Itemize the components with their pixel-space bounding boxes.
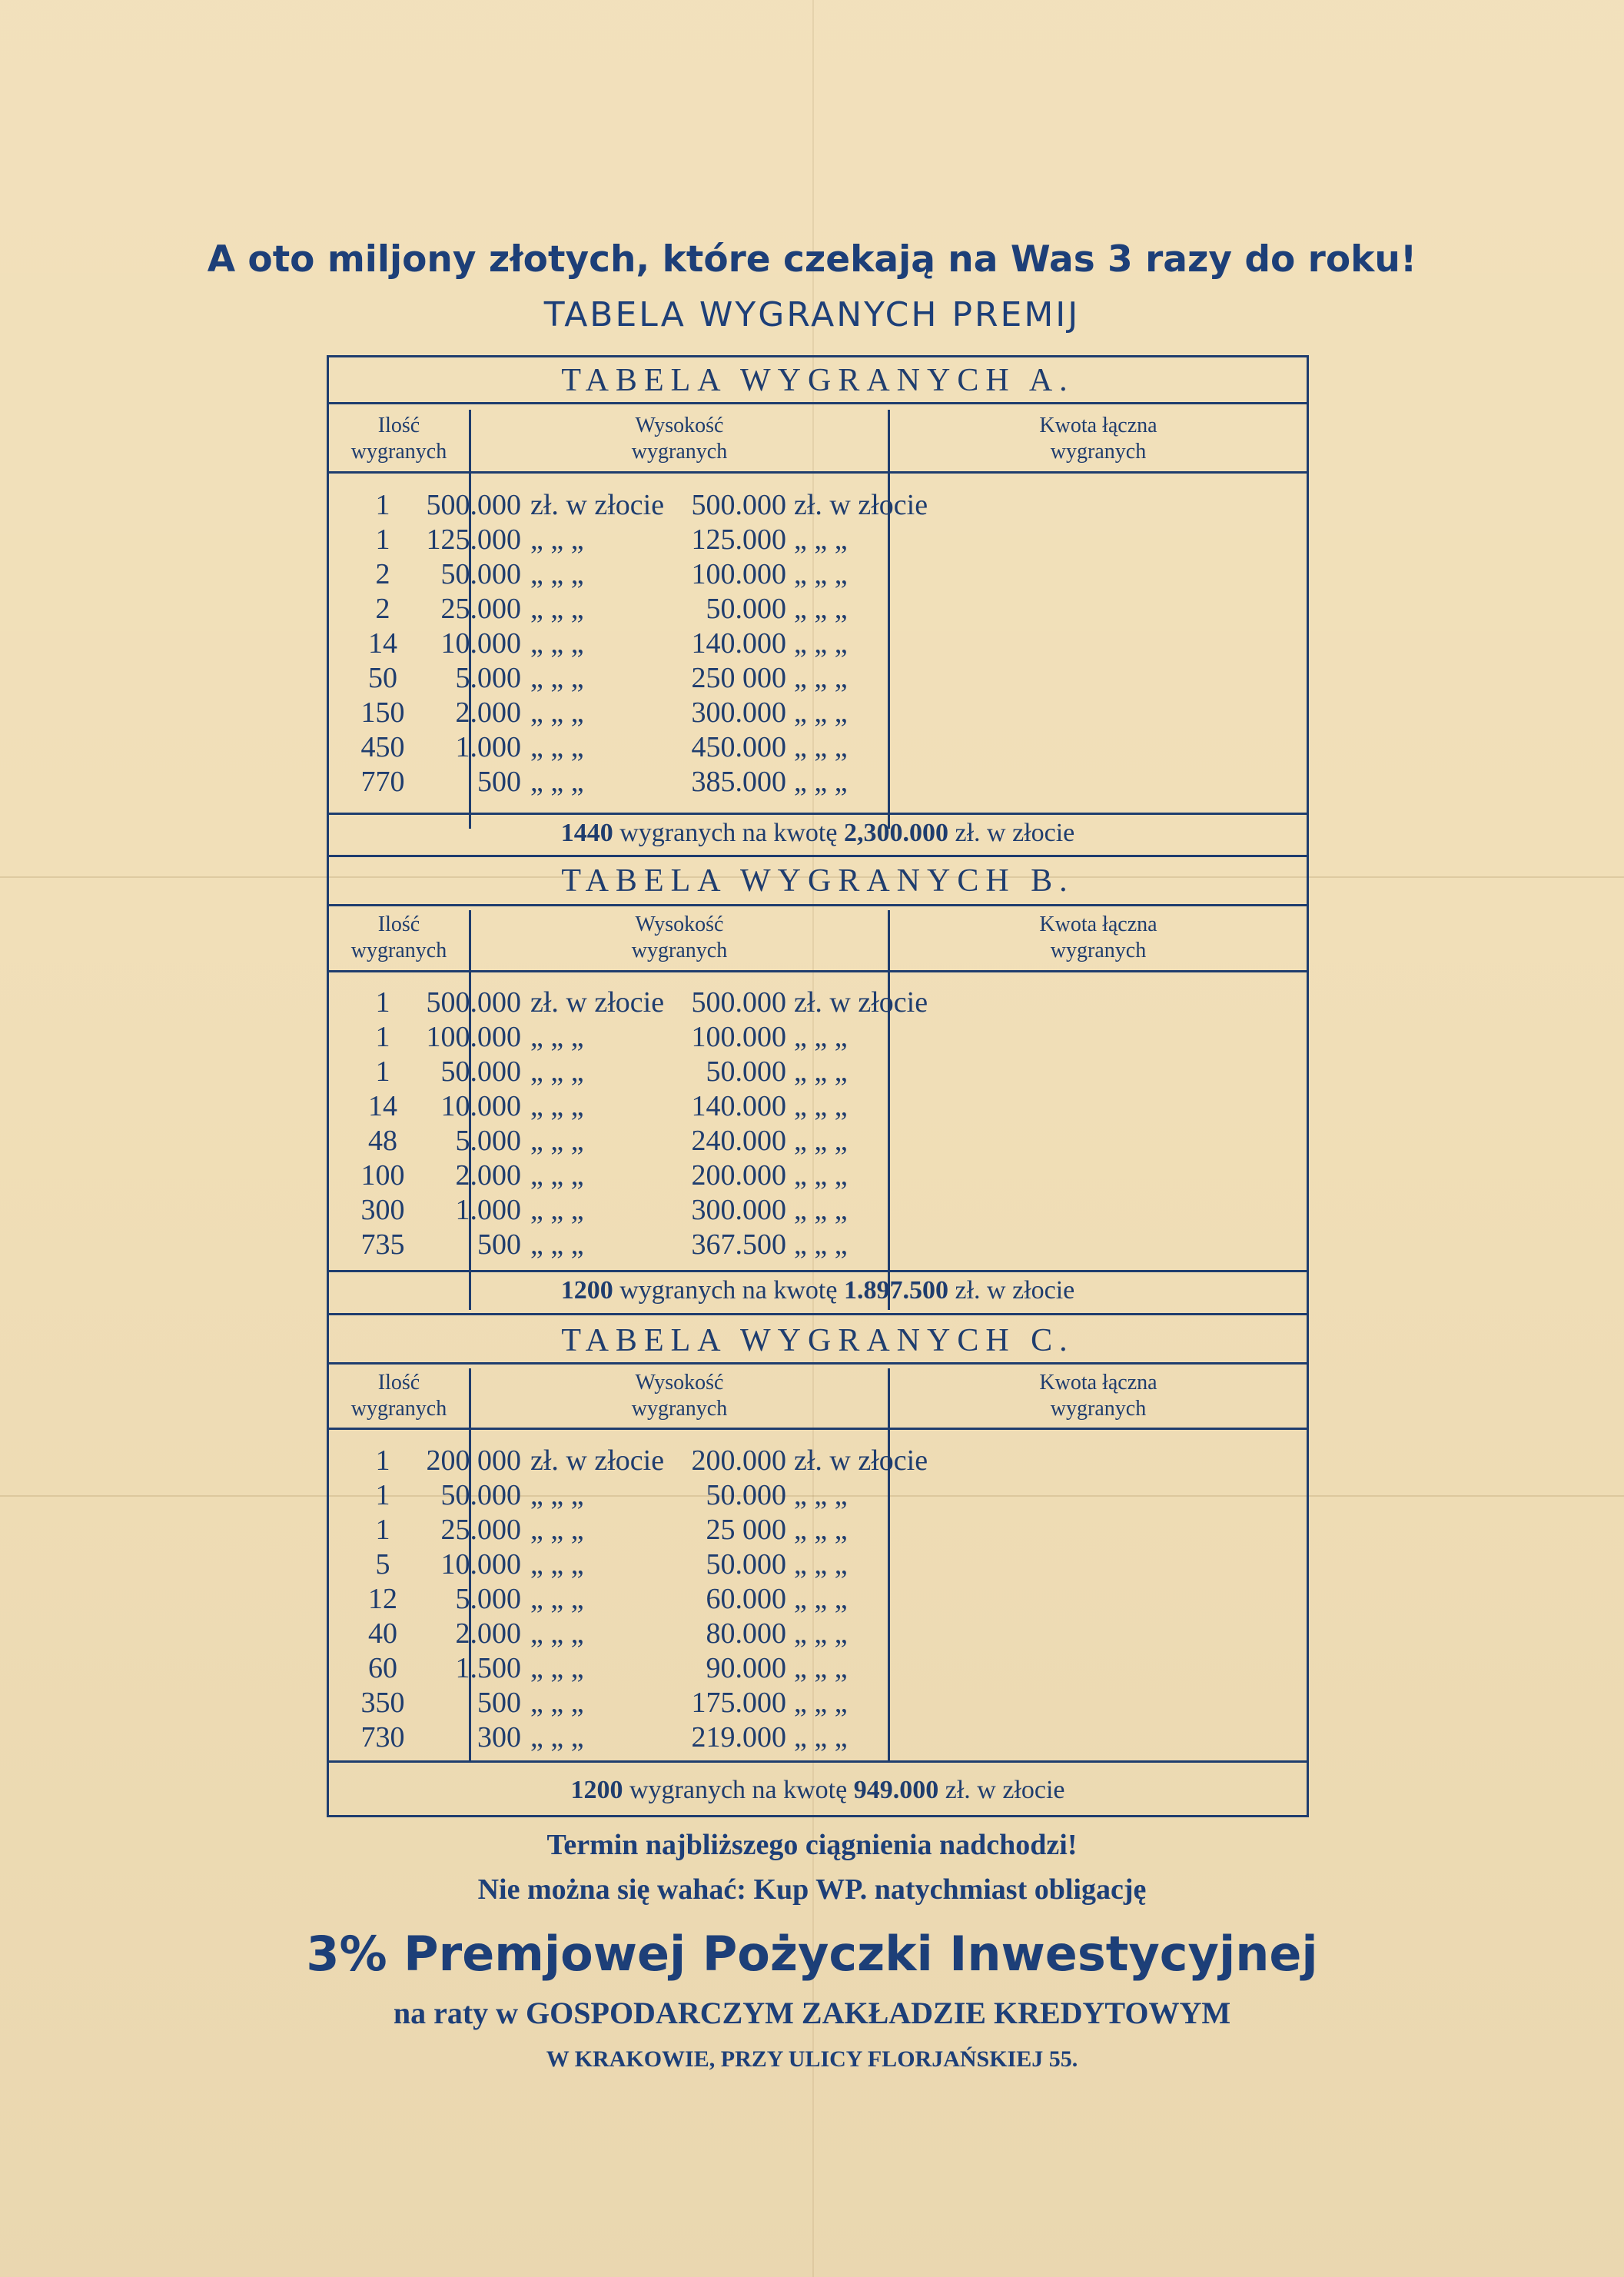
- total-unit: „ „ „: [794, 1194, 848, 1226]
- amount-unit: „ „ „: [530, 1194, 584, 1226]
- total-amount: 100.000: [691, 1021, 786, 1053]
- total-unit: „ „ „: [794, 1090, 848, 1122]
- win-amount: 5.000: [455, 1583, 521, 1615]
- total-amount: 25 000: [706, 1514, 786, 1546]
- table-summary: [329, 1776, 1307, 1805]
- table-row: [329, 765, 1307, 799]
- win-amount: 50.000: [440, 1055, 521, 1088]
- divider: [329, 813, 1307, 815]
- win-amount: 2.000: [455, 1159, 521, 1192]
- amount-unit: „ „ „: [530, 1055, 584, 1088]
- table-row: [329, 1686, 1307, 1720]
- win-count: 2: [375, 593, 390, 625]
- divider: [329, 1428, 1307, 1430]
- win-amount: 10.000: [440, 1090, 521, 1122]
- footer-line-5: W KRAKOWIE, PRZY ULICY FLORJAŃSKIEJ 55.: [546, 2046, 1078, 2072]
- table-row: [329, 1124, 1307, 1158]
- amount-unit: „ „ „: [530, 696, 584, 729]
- win-count: 300: [360, 1194, 405, 1226]
- total-amount: 50.000: [706, 593, 786, 625]
- win-count: 735: [360, 1228, 405, 1261]
- total-unit: „ „ „: [794, 1583, 848, 1615]
- amount-unit: „ „ „: [530, 1687, 584, 1719]
- header-text: Wysokość: [635, 1371, 724, 1394]
- amount-unit: „ „ „: [530, 558, 584, 590]
- total-amount: 240.000: [691, 1125, 786, 1157]
- win-count: 150: [360, 696, 405, 729]
- amount-unit: „ „ „: [530, 731, 584, 763]
- table-title: TABELA WYGRANYCH C.: [561, 1323, 1074, 1358]
- win-count: 1: [375, 524, 390, 556]
- table-row: [329, 696, 1307, 730]
- total-amount: 367.500: [691, 1228, 786, 1261]
- win-count: 770: [360, 766, 405, 798]
- win-count: 450: [360, 731, 405, 763]
- table-row: [329, 1055, 1307, 1089]
- header-text: Kwota łączna: [1039, 1371, 1157, 1394]
- total-amount: 80.000: [706, 1617, 786, 1650]
- table-title: TABELA WYGRANYCH A.: [561, 363, 1074, 398]
- total-unit: „ „ „: [794, 1687, 848, 1719]
- table-row: [329, 1228, 1307, 1262]
- total-unit: „ „ „: [794, 1721, 848, 1753]
- total-unit: zł. w złocie: [794, 489, 928, 521]
- header-text: wygranych: [631, 939, 728, 962]
- amount-unit: „ „ „: [530, 1548, 584, 1581]
- table-row: [329, 1444, 1307, 1478]
- total-unit: „ „ „: [794, 593, 848, 625]
- header-total: [890, 1370, 1307, 1422]
- amount-unit: „ „ „: [530, 1652, 584, 1684]
- win-amount: 1.500: [455, 1652, 521, 1684]
- total-unit: „ „ „: [794, 1021, 848, 1053]
- summary-text: zł. w złocie: [945, 1776, 1065, 1804]
- total-unit: „ „ „: [794, 766, 848, 798]
- amount-unit: „ „ „: [530, 1125, 584, 1157]
- amount-unit: „ „ „: [530, 1021, 584, 1053]
- win-amount: 200 000: [426, 1444, 521, 1477]
- header-text: wygranych: [350, 1397, 447, 1421]
- divider: [329, 855, 1307, 857]
- footer-line-1: Termin najbliższego ciągnienia nadchodzi!: [546, 1829, 1078, 1861]
- total-amount: 219.000: [691, 1721, 786, 1753]
- amount-unit: „ „ „: [530, 766, 584, 798]
- win-amount: 500.000: [426, 489, 521, 521]
- table-row: [329, 592, 1307, 627]
- win-count: 1: [375, 1055, 390, 1088]
- amount-unit: „ „ „: [530, 1721, 584, 1753]
- table-row: [329, 1582, 1307, 1617]
- table-row: [329, 1193, 1307, 1228]
- total-amount: 200.000: [691, 1444, 786, 1477]
- total-unit: „ „ „: [794, 1055, 848, 1088]
- win-amount: 500: [477, 1228, 521, 1261]
- divider: [329, 904, 1307, 906]
- table-row: [329, 557, 1307, 592]
- total-amount: 60.000: [706, 1583, 786, 1615]
- amount-unit: „ „ „: [530, 1090, 584, 1122]
- amount-unit: „ „ „: [530, 662, 584, 694]
- win-count: 14: [368, 627, 397, 660]
- total-unit: „ „ „: [794, 1514, 848, 1546]
- footer-line-4: na raty w GOSPODARCZYM ZAKŁADZIE KREDYTOWYM: [393, 1996, 1231, 2030]
- win-count: 730: [360, 1721, 405, 1753]
- header-text: wygranych: [631, 440, 728, 464]
- header-text: wygranych: [350, 440, 447, 464]
- total-amount: 50.000: [706, 1479, 786, 1511]
- win-amount: 2.000: [455, 1617, 521, 1650]
- table-row: [329, 1513, 1307, 1547]
- summary-text: zł. w złocie: [955, 819, 1075, 847]
- win-amount: 500.000: [426, 986, 521, 1019]
- amount-unit: „ „ „: [530, 627, 584, 660]
- divider: [329, 970, 1307, 972]
- table-summary: [329, 819, 1307, 848]
- total-amount: 100.000: [691, 558, 786, 590]
- header-text: wygranych: [1050, 440, 1147, 464]
- win-amount: 5.000: [455, 1125, 521, 1157]
- win-count: 1: [375, 1444, 390, 1477]
- table-row: [329, 661, 1307, 696]
- total-amount: 140.000: [691, 627, 786, 660]
- table-row: [329, 523, 1307, 557]
- total-unit: zł. w złocie: [794, 986, 928, 1019]
- total-amount: 140.000: [691, 1090, 786, 1122]
- total-amount: 385.000: [691, 766, 786, 798]
- win-count: 350: [360, 1687, 405, 1719]
- divider: [329, 1313, 1307, 1315]
- total-unit: „ „ „: [794, 662, 848, 694]
- amount-unit: zł. w złocie: [530, 489, 665, 521]
- table-row: [329, 1089, 1307, 1124]
- total-unit: zł. w złocie: [794, 1444, 928, 1477]
- win-count: 60: [368, 1652, 397, 1684]
- total-unit: „ „ „: [794, 524, 848, 556]
- win-amount: 50.000: [440, 558, 521, 590]
- amount-unit: zł. w złocie: [530, 1444, 665, 1477]
- win-count: 1: [375, 1514, 390, 1546]
- divider: [329, 1362, 1307, 1365]
- total-unit: „ „ „: [794, 1228, 848, 1261]
- header-text: wygranych: [350, 939, 447, 962]
- header-amount: [471, 413, 888, 465]
- table-row: [329, 488, 1307, 523]
- win-count: 5: [375, 1548, 390, 1581]
- total-amount: 90.000: [706, 1652, 786, 1684]
- table-row: [329, 986, 1307, 1020]
- summary-count: 1200: [560, 1276, 613, 1305]
- header-count: [329, 912, 469, 964]
- win-count: 12: [368, 1583, 397, 1615]
- headline-main: A oto miljony złotych, które czekają na Was 3 razy do roku!: [207, 238, 1417, 281]
- header-text: Ilość: [377, 912, 420, 936]
- total-amount: 300.000: [691, 696, 786, 729]
- summary-count: 1440: [560, 819, 613, 847]
- win-amount: 2.000: [455, 696, 521, 729]
- total-unit: „ „ „: [794, 1125, 848, 1157]
- win-count: 14: [368, 1090, 397, 1122]
- table-row: [329, 1020, 1307, 1055]
- total-amount: 500.000: [691, 986, 786, 1019]
- amount-unit: „ „ „: [530, 593, 584, 625]
- total-amount: 50.000: [706, 1055, 786, 1088]
- win-count: 1: [375, 1479, 390, 1511]
- total-unit: „ „ „: [794, 1159, 848, 1192]
- win-count: 40: [368, 1617, 397, 1650]
- header-text: wygranych: [1050, 1397, 1147, 1421]
- win-count: 1: [375, 1021, 390, 1053]
- win-amount: 5.000: [455, 662, 521, 694]
- total-unit: „ „ „: [794, 1652, 848, 1684]
- header-amount: [471, 912, 888, 964]
- win-count: 1: [375, 489, 390, 521]
- total-amount: 250 000: [691, 662, 786, 694]
- summary-count: 1200: [570, 1776, 623, 1804]
- table-row: [329, 1617, 1307, 1651]
- amount-unit: „ „ „: [530, 1514, 584, 1546]
- win-count: 50: [368, 662, 397, 694]
- amount-unit: „ „ „: [530, 524, 584, 556]
- summary-sum: 2,300.000: [843, 819, 948, 847]
- header-text: wygranych: [631, 1397, 728, 1421]
- win-count: 2: [375, 558, 390, 590]
- win-amount: 25.000: [440, 593, 521, 625]
- win-amount: 1.000: [455, 731, 521, 763]
- total-unit: „ „ „: [794, 627, 848, 660]
- win-amount: 1.000: [455, 1194, 521, 1226]
- divider: [329, 402, 1307, 404]
- total-unit: „ „ „: [794, 558, 848, 590]
- win-amount: 10.000: [440, 627, 521, 660]
- win-count: 1: [375, 986, 390, 1019]
- win-amount: 50.000: [440, 1479, 521, 1511]
- win-count: 100: [360, 1159, 405, 1192]
- total-amount: 500.000: [691, 489, 786, 521]
- total-unit: „ „ „: [794, 1617, 848, 1650]
- amount-unit: „ „ „: [530, 1159, 584, 1192]
- win-amount: 25.000: [440, 1514, 521, 1546]
- table-row: [329, 1547, 1307, 1582]
- header-text: Wysokość: [635, 912, 724, 936]
- table-row: [329, 1478, 1307, 1513]
- summary-sum: 949.000: [853, 1776, 939, 1804]
- win-amount: 500: [477, 766, 521, 798]
- divider: [329, 1270, 1307, 1272]
- header-text: Wysokość: [635, 414, 724, 437]
- total-unit: „ „ „: [794, 1548, 848, 1581]
- header-count: [329, 1370, 469, 1422]
- summary-text: wygranych na kwotę: [619, 1276, 838, 1305]
- amount-unit: „ „ „: [530, 1583, 584, 1615]
- table-summary: [329, 1276, 1307, 1305]
- table-row: [329, 1651, 1307, 1686]
- table-title: TABELA WYGRANYCH B.: [561, 863, 1074, 899]
- header-count: [329, 413, 469, 465]
- header-text: Kwota łączna: [1039, 414, 1157, 437]
- amount-unit: „ „ „: [530, 1479, 584, 1511]
- win-count: 48: [368, 1125, 397, 1157]
- total-amount: 200.000: [691, 1159, 786, 1192]
- total-unit: „ „ „: [794, 1479, 848, 1511]
- summary-sum: 1.897.500: [843, 1276, 948, 1305]
- summary-text: zł. w złocie: [955, 1276, 1075, 1305]
- footer-line-3: 3% Premjowej Pożyczki Inwestycyjnej: [306, 1926, 1318, 1982]
- summary-text: wygranych na kwotę: [619, 819, 838, 847]
- table-row: [329, 1720, 1307, 1755]
- amount-unit: „ „ „: [530, 1617, 584, 1650]
- header-text: Ilość: [377, 1371, 420, 1394]
- total-amount: 50.000: [706, 1548, 786, 1581]
- headline-sub: TABELA WYGRANYCH PREMIJ: [543, 295, 1081, 334]
- header-text: Ilość: [377, 414, 420, 437]
- amount-unit: zł. w złocie: [530, 986, 665, 1019]
- header-total: [890, 912, 1307, 964]
- total-unit: „ „ „: [794, 731, 848, 763]
- header-text: wygranych: [1050, 939, 1147, 962]
- table-row: [329, 730, 1307, 765]
- total-amount: 300.000: [691, 1194, 786, 1226]
- total-amount: 450.000: [691, 731, 786, 763]
- total-amount: 175.000: [691, 1687, 786, 1719]
- summary-text: wygranych na kwotę: [629, 1776, 848, 1804]
- amount-unit: „ „ „: [530, 1228, 584, 1261]
- divider: [329, 471, 1307, 474]
- divider: [329, 1760, 1307, 1763]
- win-amount: 125.000: [426, 524, 521, 556]
- win-amount: 100.000: [426, 1021, 521, 1053]
- win-amount: 300: [477, 1721, 521, 1753]
- total-amount: 125.000: [691, 524, 786, 556]
- table-row: [329, 1158, 1307, 1193]
- total-unit: „ „ „: [794, 696, 848, 729]
- win-amount: 500: [477, 1687, 521, 1719]
- header-total: [890, 413, 1307, 465]
- win-amount: 10.000: [440, 1548, 521, 1581]
- footer-line-2: Nie można się wahać: Kup WP. natychmiast obligację: [477, 1873, 1147, 1906]
- header-amount: [471, 1370, 888, 1422]
- table-row: [329, 627, 1307, 661]
- header-text: Kwota łączna: [1039, 912, 1157, 936]
